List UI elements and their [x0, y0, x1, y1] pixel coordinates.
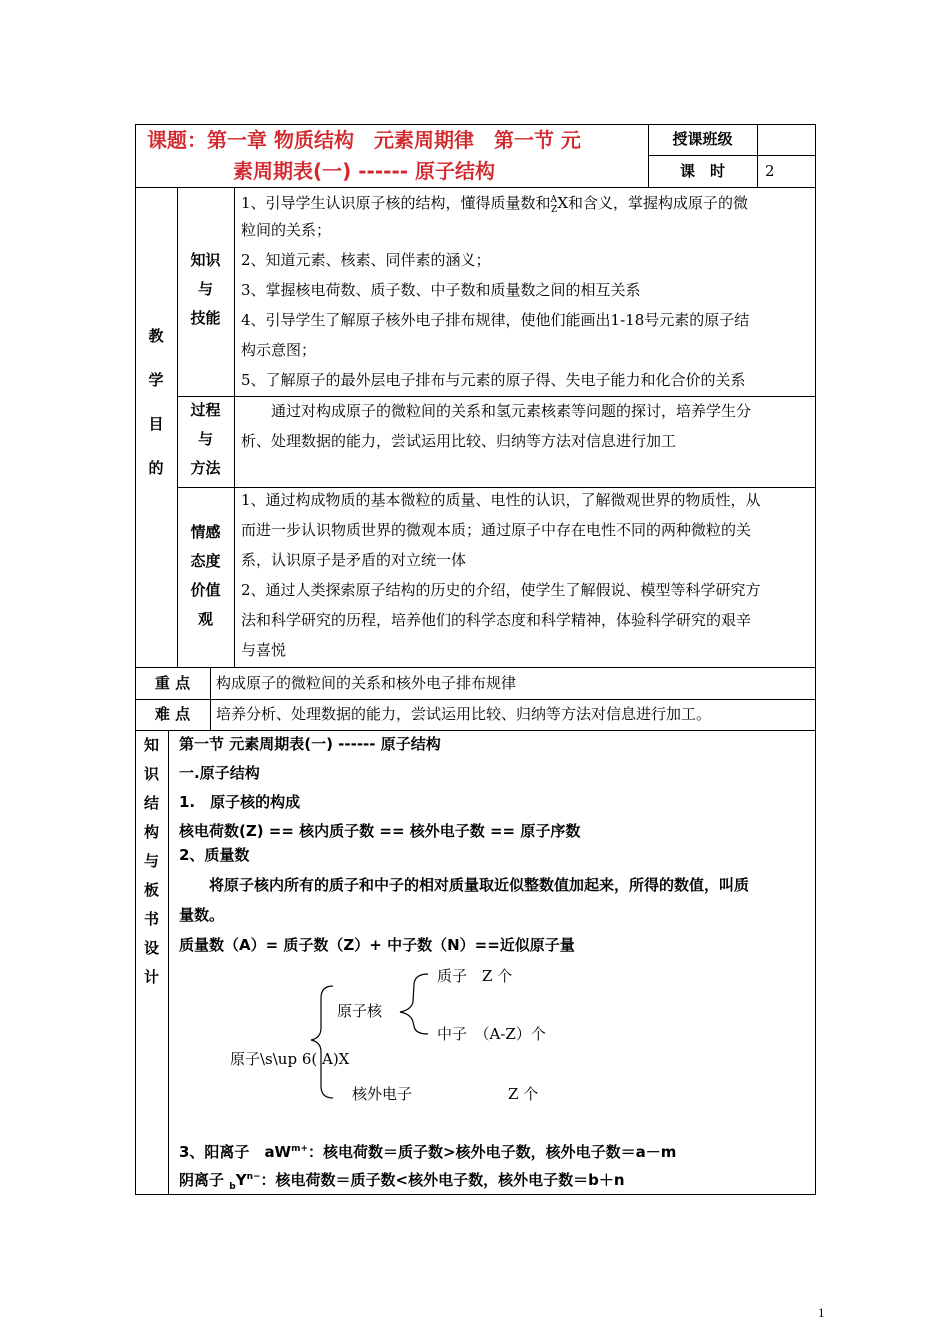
page-number: 1 — [818, 1305, 825, 1320]
key-point-text: 构成原子的微粒间的关系和核外电子排布规律 — [216, 674, 517, 692]
board-formula-2: 质量数（A）= 质子数（Z）+ 中子数（N）==近似原子量 — [179, 936, 575, 954]
side-char: 知 — [143, 736, 159, 754]
cation-charge: m+ — [291, 1144, 309, 1154]
label-line: 态度 — [190, 552, 221, 570]
emotion-line-5: 法和科学研究的历程，培养他们的科学态度和科学精神，体验科学研究的艰辛 — [241, 611, 752, 629]
label-line: 知识 — [190, 251, 221, 269]
diagram-neutron: 中子 （A-Z）个 — [437, 1025, 546, 1043]
side-char: 的 — [148, 459, 164, 477]
lesson-title-line2: 素周期表(一) ------ 原子结构 — [233, 159, 496, 183]
knowledge-line-1-tail: 和含义，掌握构成原子的微 — [568, 194, 749, 212]
side-char: 计 — [143, 968, 159, 986]
board-formula-1: 核电荷数(Z) == 核内质子数 == 核外电子数 == 原子序数 — [179, 822, 581, 840]
inner-brace — [400, 974, 428, 1034]
emotion-line-3: 系，认识原子是矛盾的对立统一体 — [241, 551, 467, 569]
emotion-line-2: 而进一步认识物质世界的微观本质；通过原子中存在电性不同的两种微粒的关 — [241, 521, 752, 539]
anion-symbol: Y — [235, 1171, 247, 1189]
side-char: 书 — [143, 910, 159, 928]
diagram-nucleus: 原子核 — [337, 1002, 383, 1020]
label-line: 观 — [197, 610, 213, 628]
board-section-1: 一.原子结构 — [179, 764, 260, 782]
diagram-electrons: 核外电子 — [352, 1085, 413, 1103]
label-line: 过程 — [190, 401, 221, 419]
label-line: 技能 — [190, 309, 221, 327]
lesson-plan-table — [135, 124, 816, 1195]
knowledge-line-1-head: 1、引导学生认识原子核的结构，懂得质量数和 — [241, 194, 551, 212]
knowledge-line-4: 3、掌握核电荷数、质子数、中子数和质量数之间的相互关系 — [241, 281, 641, 299]
cation-text: ：核电荷数＝质子数>核外电子数，核外电子数＝a－m — [308, 1143, 677, 1161]
label-line: 方法 — [190, 459, 221, 477]
emotion-line-1: 1、通过构成物质的基本微粒的质量、电性的认识，了解微观世界的物质性，从 — [241, 491, 761, 509]
key-point-label: 重 点 — [154, 674, 191, 692]
lesson-title-line1: 课题：第一章 物质结构 元素周期律 第一节 元 — [147, 128, 581, 152]
hours-value: 2 — [765, 162, 775, 180]
diagram-atom: 原子\s\up 6( A)X — [230, 1050, 350, 1068]
label-line: 情感 — [190, 523, 221, 541]
diagram-braces — [135, 124, 816, 1195]
board-item-1: 1. 原子核的构成 — [179, 793, 301, 811]
anion-text: ：核电荷数＝质子数<核外电子数，核外电子数＝b＋n — [260, 1171, 625, 1189]
difficulty-text: 培养分析、处理数据的能力，尝试运用比较、归纳等方法对信息进行加工。 — [216, 705, 712, 723]
symbol-sup: A — [550, 195, 558, 205]
side-char: 目 — [148, 415, 164, 433]
emotion-line-6: 与喜悦 — [241, 641, 287, 659]
label-line: 与 — [197, 430, 213, 448]
side-char: 学 — [148, 371, 164, 389]
cation-label: 3、阳离子 aW — [179, 1143, 292, 1161]
anion-label: 阴离子 — [179, 1171, 230, 1189]
symbol-x: X — [557, 194, 568, 212]
difficulty-label: 难 点 — [154, 705, 191, 723]
anion-line — [179, 1162, 625, 1202]
knowledge-line-7: 5、了解原子的最外层电子排布与元素的原子得、失电子能力和化合价的关系 — [241, 371, 746, 389]
knowledge-line-5: 4、引导学生了解原子核外电子排布规律，使他们能画出1-18号元素的原子结 — [241, 311, 750, 329]
board-item-2: 2、质量数 — [179, 846, 250, 864]
side-char: 与 — [143, 852, 159, 870]
knowledge-line-2: 粒间的关系； — [241, 221, 332, 239]
diagram-electrons-count: Z 个 — [508, 1085, 539, 1103]
label-line: 与 — [197, 280, 213, 298]
side-char: 构 — [143, 823, 159, 841]
symbol-sub: Z — [551, 205, 558, 215]
side-char: 结 — [143, 794, 159, 812]
board-heading: 第一节 元素周期表(一) ------ 原子结构 — [179, 735, 441, 753]
diagram-proton: 质子 Z 个 — [437, 967, 513, 985]
process-line-2: 析、处理数据的能力，尝试运用比较、归纳等方法对信息进行加工 — [241, 432, 677, 450]
knowledge-line-6: 构示意图； — [241, 341, 317, 359]
class-label: 授课班级 — [672, 130, 733, 148]
side-char: 教 — [148, 327, 164, 345]
board-paragraph-line-1: 将原子核内所有的质子和中子的相对质量取近似整数值加起来，所得的数值，叫质 — [179, 876, 750, 894]
outer-brace — [311, 986, 333, 1098]
side-char: 设 — [143, 939, 159, 957]
side-char: 板 — [143, 881, 159, 899]
label-line: 价值 — [190, 581, 221, 599]
process-line-1: 通过对构成原子的微粒间的关系和氢元素核素等问题的探讨，培养学生分 — [241, 402, 752, 420]
anion-sub: b — [229, 1182, 236, 1192]
hours-label: 课 时 — [679, 162, 725, 180]
side-char: 识 — [143, 765, 159, 783]
knowledge-line-3: 2、知道元素、核素、同伴素的涵义； — [241, 251, 491, 269]
board-paragraph-line-2: 量数。 — [179, 906, 225, 924]
emotion-line-4: 2、通过人类探索原子结构的历史的介绍，使学生了解假说、模型等科学研究方 — [241, 581, 761, 599]
anion-charge: n− — [246, 1172, 261, 1182]
